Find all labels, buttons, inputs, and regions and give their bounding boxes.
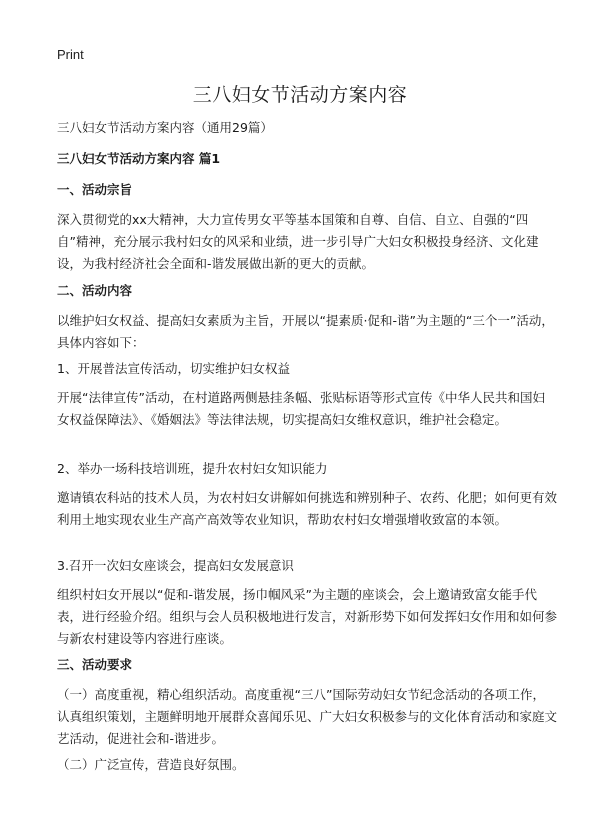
section-heading: 三八妇女节活动方案内容 篇1 [57, 151, 221, 166]
list-item-symposium: 3.召开一次妇女座谈会，提高妇女发展意识 [57, 558, 294, 573]
paragraph-requirement-1: （一）高度重视，精心组织活动。高度重视“三八”国际劳动妇女节纪念活动的各项工作，认真组织策划，主题鲜明地开展群众喜闻乐见、广大妇女积极参与的文化体育活动和家庭文艺活动，促进社会和-谐进步。 [57, 687, 558, 746]
document-subtitle: 三八妇女节活动方案内容（通用29篇） [57, 120, 273, 135]
heading-purpose: 一、活动宗旨 [57, 182, 133, 197]
paragraph-purpose: 深入贯彻党的xx大精神，大力宣传男女平等基本国策和自尊、自信、自立、自强的“四自”精神，充分展示我村妇女的风采和业绩，进一步引导广大妇女积极投身经济、文化建设，为我村经济社会全面和-谐发展做出新的更大的贡献。 [57, 212, 539, 271]
list-item-legal-publicity: 1、开展普法宣传活动，切实维护妇女权益 [57, 361, 290, 376]
print-link[interactable]: Print [57, 47, 84, 62]
document-title: 三八妇女节活动方案内容 [192, 84, 408, 106]
list-item-tech-training: 2、举办一场科技培训班，提升农村妇女知识能力 [57, 461, 328, 476]
heading-requirements: 三、活动要求 [57, 657, 133, 672]
paragraph-symposium: 组织村妇女开展以“促和-谐发展，扬巾帼风采”为主题的座谈会，会上邀请致富女能手代表，进行经验介绍。组织与会人员积极地进行发言，对新形势下如何发挥妇女作用和如何参与新农村建设等内容进行座谈。 [57, 587, 558, 646]
paragraph-content-intro: 以维护妇女权益、提高妇女素质为主旨，开展以“提素质·促和-谐”为主题的“三个一”活动，具体内容如下： [57, 313, 554, 350]
paragraph-tech-training: 邀请镇农科站的技术人员，为农村妇女讲解如何挑选和辨别种子、农药、化肥；如何更有效利用土地实现农业生产高产高效等农业知识，帮助农村妇女增强增收致富的本领。 [57, 490, 558, 527]
paragraph-legal-publicity: 开展“法律宣传”活动，在村道路两侧悬挂条幅、张贴标语等形式宣传《中华人民共和国妇女权益保障法》、《婚姻法》等法律法规，切实提高妇女维权意识，维护社会稳定。 [57, 390, 545, 427]
paragraph-requirement-2: （二）广泛宣传，营造良好氛围。 [57, 757, 245, 772]
heading-content: 二、活动内容 [57, 283, 133, 298]
